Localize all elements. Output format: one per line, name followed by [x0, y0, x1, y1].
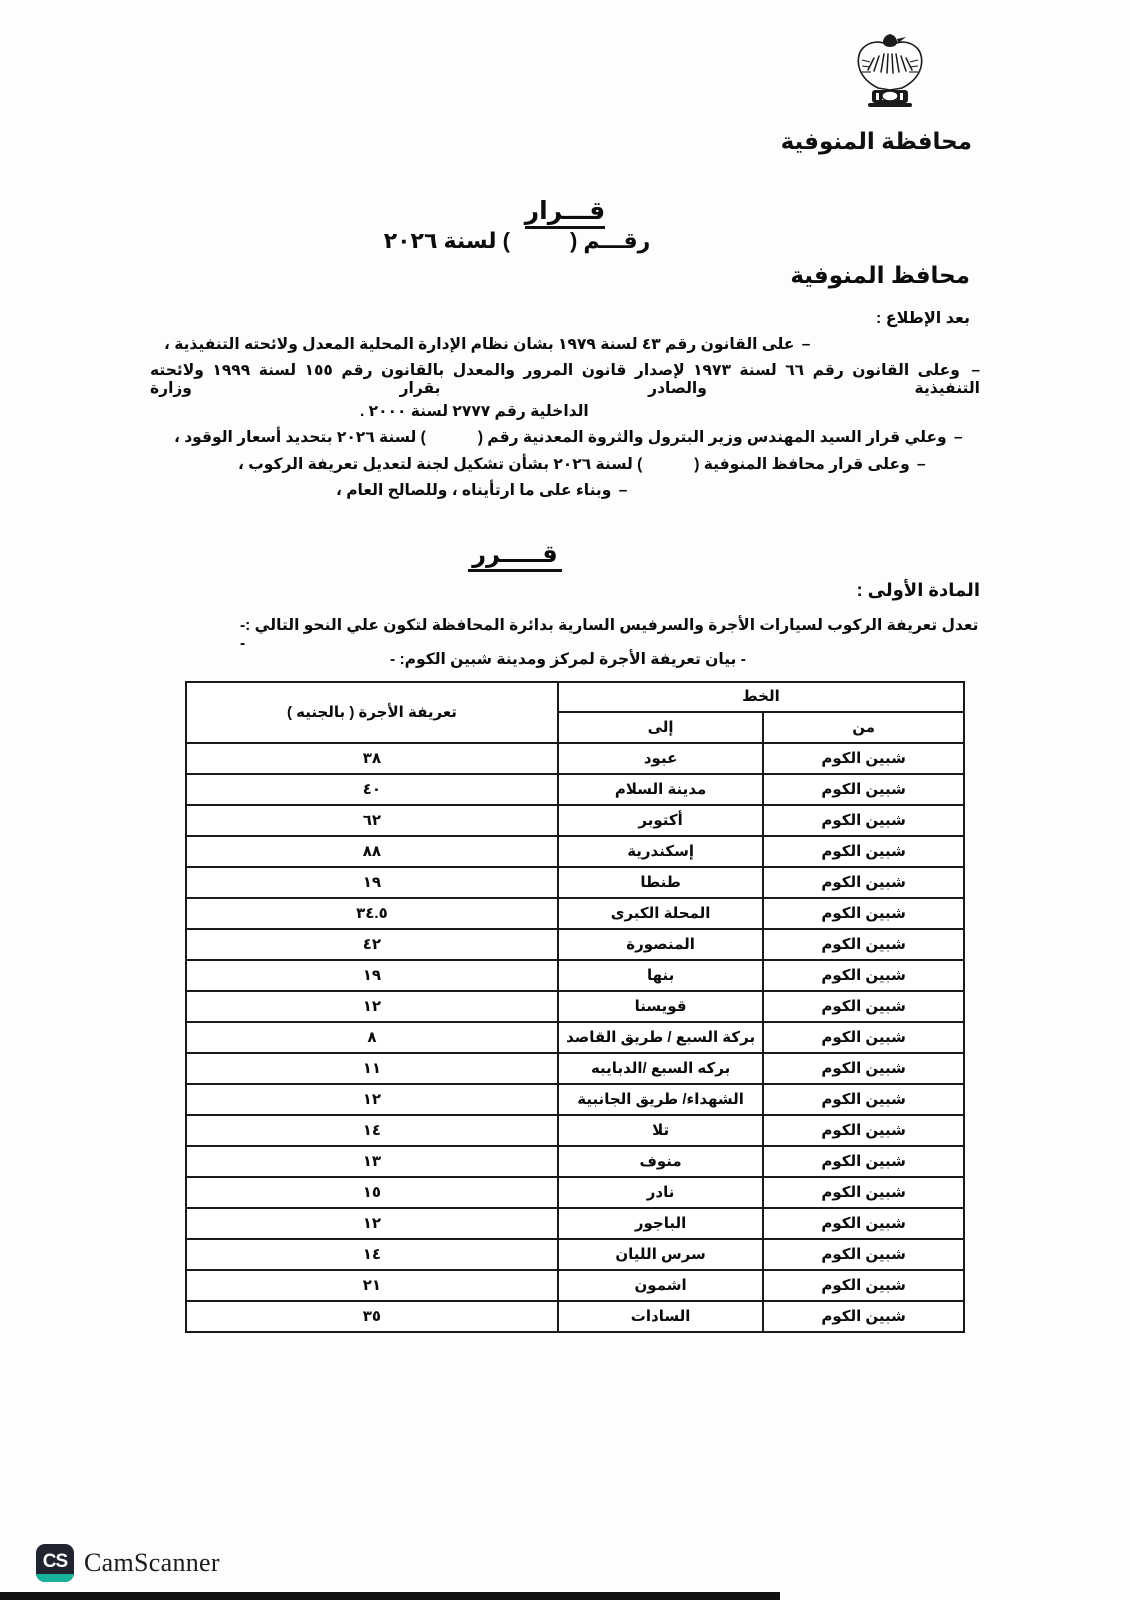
- after-review-label: بعد الإطلاع :: [875, 310, 970, 327]
- clause-text: على القانون رقم ٤٣ لسنة ١٩٧٩ بشان نظام الإدارة المحلية المعدل ولائحته التنفيذية ،: [164, 336, 795, 353]
- clause-text-after: ) لسنة ٢٠٢٦ بتحديد أسعار الوقود ،: [174, 429, 426, 447]
- cell-fare: ٦٢: [186, 805, 558, 836]
- cell-fare: ١٩: [186, 867, 558, 898]
- cell-from: شبين الكوم: [763, 1084, 964, 1115]
- cell-fare: ٢١: [186, 1270, 558, 1301]
- cell-to: أكتوبر: [558, 805, 763, 836]
- cell-from: شبين الكوم: [763, 867, 964, 898]
- column-header-to: إلى: [558, 712, 763, 743]
- cell-to: بركة السبع / طريق القاصد: [558, 1022, 763, 1053]
- fare-table-body: [186, 743, 964, 1332]
- clause-text: وبناء على ما ارتأيناه ، وللصالح العام ،: [336, 482, 612, 500]
- preamble-clause: [150, 456, 980, 473]
- emblem-container: [830, 26, 950, 118]
- article-one-body: تعدل تعريفة الركوب لسيارات الأجرة والسرفيس السارية بدائرة المحافظة لتكون علي النحو التالي :--: [240, 617, 979, 652]
- clause-text: الداخلية رقم ٢٧٧٧ لسنة ٢٠٠٠ .: [360, 403, 589, 421]
- decision-number-prefix: رقـــم (: [569, 228, 651, 253]
- governorate-name: محافظة المنوفية: [780, 128, 972, 154]
- preamble-clause: [150, 429, 980, 446]
- cell-fare: ١٢: [186, 1208, 558, 1239]
- cell-to: بنها: [558, 960, 763, 991]
- table-row: [186, 960, 964, 991]
- preamble-clauses: [150, 336, 980, 509]
- fare-table: [185, 681, 965, 1333]
- preamble-clause-continuation: [150, 403, 980, 420]
- cell-from: شبين الكوم: [763, 898, 964, 929]
- cell-from: شبين الكوم: [763, 1115, 964, 1146]
- column-header-from: من: [763, 712, 964, 743]
- cell-fare: ٣٤.٥: [186, 898, 558, 929]
- table-row: [186, 867, 964, 898]
- decreed-heading: [0, 540, 1080, 569]
- cell-to: السادات: [558, 1301, 763, 1332]
- clause-dash: –: [801, 336, 811, 353]
- table-row: [186, 1270, 964, 1301]
- cell-fare: ١٢: [186, 991, 558, 1022]
- table-row: [186, 1022, 964, 1053]
- clause-text-before: وعلي قرار السيد المهندس وزير البترول والثروة المعدنية رقم (: [477, 429, 947, 447]
- camscanner-icon-stripe: [36, 1574, 74, 1582]
- cell-to: الشهداء/ طريق الجانبية: [558, 1084, 763, 1115]
- table-row: [186, 836, 964, 867]
- table-row: [186, 774, 964, 805]
- decision-title-text: قـــرار: [525, 197, 606, 229]
- cell-to: بركه السبع /الدبايبه: [558, 1053, 763, 1084]
- cell-fare: ١٤: [186, 1115, 558, 1146]
- cell-fare: ٣٥: [186, 1301, 558, 1332]
- cell-from: شبين الكوم: [763, 1270, 964, 1301]
- column-header-fare: تعريفة الأجرة ( بالجنيه ): [186, 682, 558, 743]
- cell-to: عبود: [558, 743, 763, 774]
- table-row: [186, 929, 964, 960]
- cell-to: نادر: [558, 1177, 763, 1208]
- cell-from: شبين الكوم: [763, 960, 964, 991]
- cell-from: شبين الكوم: [763, 991, 964, 1022]
- table-row: [186, 1177, 964, 1208]
- cell-to: إسكندرية: [558, 836, 763, 867]
- cell-fare: ١٣: [186, 1146, 558, 1177]
- cell-to: منوف: [558, 1146, 763, 1177]
- cell-from: شبين الكوم: [763, 743, 964, 774]
- decision-title: [0, 196, 1130, 226]
- cell-from: شبين الكوم: [763, 929, 964, 960]
- fare-table-head: [186, 682, 964, 743]
- cell-fare: ١٥: [186, 1177, 558, 1208]
- decision-number-suffix: ) لسنة ٢٠٢٦: [383, 228, 510, 253]
- clause-text-before: وعلى قرار محافظ المنوفية (: [694, 455, 910, 473]
- egypt-eagle-emblem-icon: [848, 26, 932, 118]
- table-row: [186, 1084, 964, 1115]
- cell-from: شبين الكوم: [763, 1177, 964, 1208]
- clause-text-after: ) لسنة ٢٠٢٦ بشأن تشكيل لجنة لتعديل تعريفة الركوب ،: [238, 455, 643, 473]
- cell-fare: ١٤: [186, 1239, 558, 1270]
- camscanner-label: CamScanner: [84, 1548, 220, 1577]
- clause-dash: –: [618, 482, 628, 500]
- preamble-clause: [150, 362, 980, 397]
- cell-from: شبين الكوم: [763, 774, 964, 805]
- table-row: [186, 1146, 964, 1177]
- cell-to: المنصورة: [558, 929, 763, 960]
- table-row: [186, 1239, 964, 1270]
- camscanner-icon: [36, 1544, 74, 1582]
- table-row: [186, 743, 964, 774]
- clause-text: وعلى القانون رقم ٦٦ لسنة ١٩٧٣ لإصدار قانون المرور والمعدل بالقانون رقم ١٥٥ لسنة ١٩٩٩ ولائحته التنفيذية والصادر بقرار وزارة: [150, 362, 980, 397]
- fare-table-container: [185, 681, 965, 1333]
- table-row: [186, 898, 964, 929]
- cell-from: شبين الكوم: [763, 1301, 964, 1332]
- cell-fare: ٨: [186, 1022, 558, 1053]
- clause-dash: –: [917, 455, 926, 473]
- cell-fare: ١٢: [186, 1084, 558, 1115]
- cell-to: الباجور: [558, 1208, 763, 1239]
- table-row: [186, 805, 964, 836]
- cell-to: المحلة الكبرى: [558, 898, 763, 929]
- table-row: [186, 1115, 964, 1146]
- cell-from: شبين الكوم: [763, 1022, 964, 1053]
- clause-dash: –: [954, 429, 963, 447]
- decreed-text: قـــــرر: [468, 541, 561, 572]
- cell-to: سرس الليان: [558, 1239, 763, 1270]
- cell-fare: ٨٨: [186, 836, 558, 867]
- cell-fare: ٣٨: [186, 743, 558, 774]
- column-header-route-group: الخط: [558, 682, 964, 712]
- cell-to: مدينة السلام: [558, 774, 763, 805]
- preamble-clause: [150, 336, 980, 353]
- table-row: [186, 991, 964, 1022]
- decision-number-line: [0, 228, 1082, 254]
- article-one-heading: المادة الأولى :: [856, 580, 980, 600]
- cell-fare: ٤٠: [186, 774, 558, 805]
- cell-from: شبين الكوم: [763, 805, 964, 836]
- table-row: [186, 1053, 964, 1084]
- cell-to: اشمون: [558, 1270, 763, 1301]
- camscanner-watermark: [36, 1544, 220, 1582]
- preamble-clause: [150, 482, 980, 499]
- cell-fare: ١١: [186, 1053, 558, 1084]
- table-row: [186, 1208, 964, 1239]
- cell-to: تلا: [558, 1115, 763, 1146]
- page-bottom-bar: [0, 1592, 780, 1600]
- cell-from: شبين الكوم: [763, 1146, 964, 1177]
- cell-from: شبين الكوم: [763, 1208, 964, 1239]
- cell-from: شبين الكوم: [763, 836, 964, 867]
- camscanner-icon-text: CS: [42, 1550, 68, 1572]
- cell-fare: ٤٢: [186, 929, 558, 960]
- clause-dash: –: [971, 362, 980, 380]
- cell-fare: ١٩: [186, 960, 558, 991]
- table-row: [186, 1301, 964, 1332]
- cell-to: قويسنا: [558, 991, 763, 1022]
- cell-to: طنطا: [558, 867, 763, 898]
- cell-from: شبين الكوم: [763, 1053, 964, 1084]
- table-header-row-group: [186, 682, 964, 712]
- table-caption: - بيان تعريفة الأجرة لمركز ومدينة شبين الكوم: -: [390, 651, 746, 668]
- cell-from: شبين الكوم: [763, 1239, 964, 1270]
- governor-title: محافظ المنوفية: [790, 262, 970, 288]
